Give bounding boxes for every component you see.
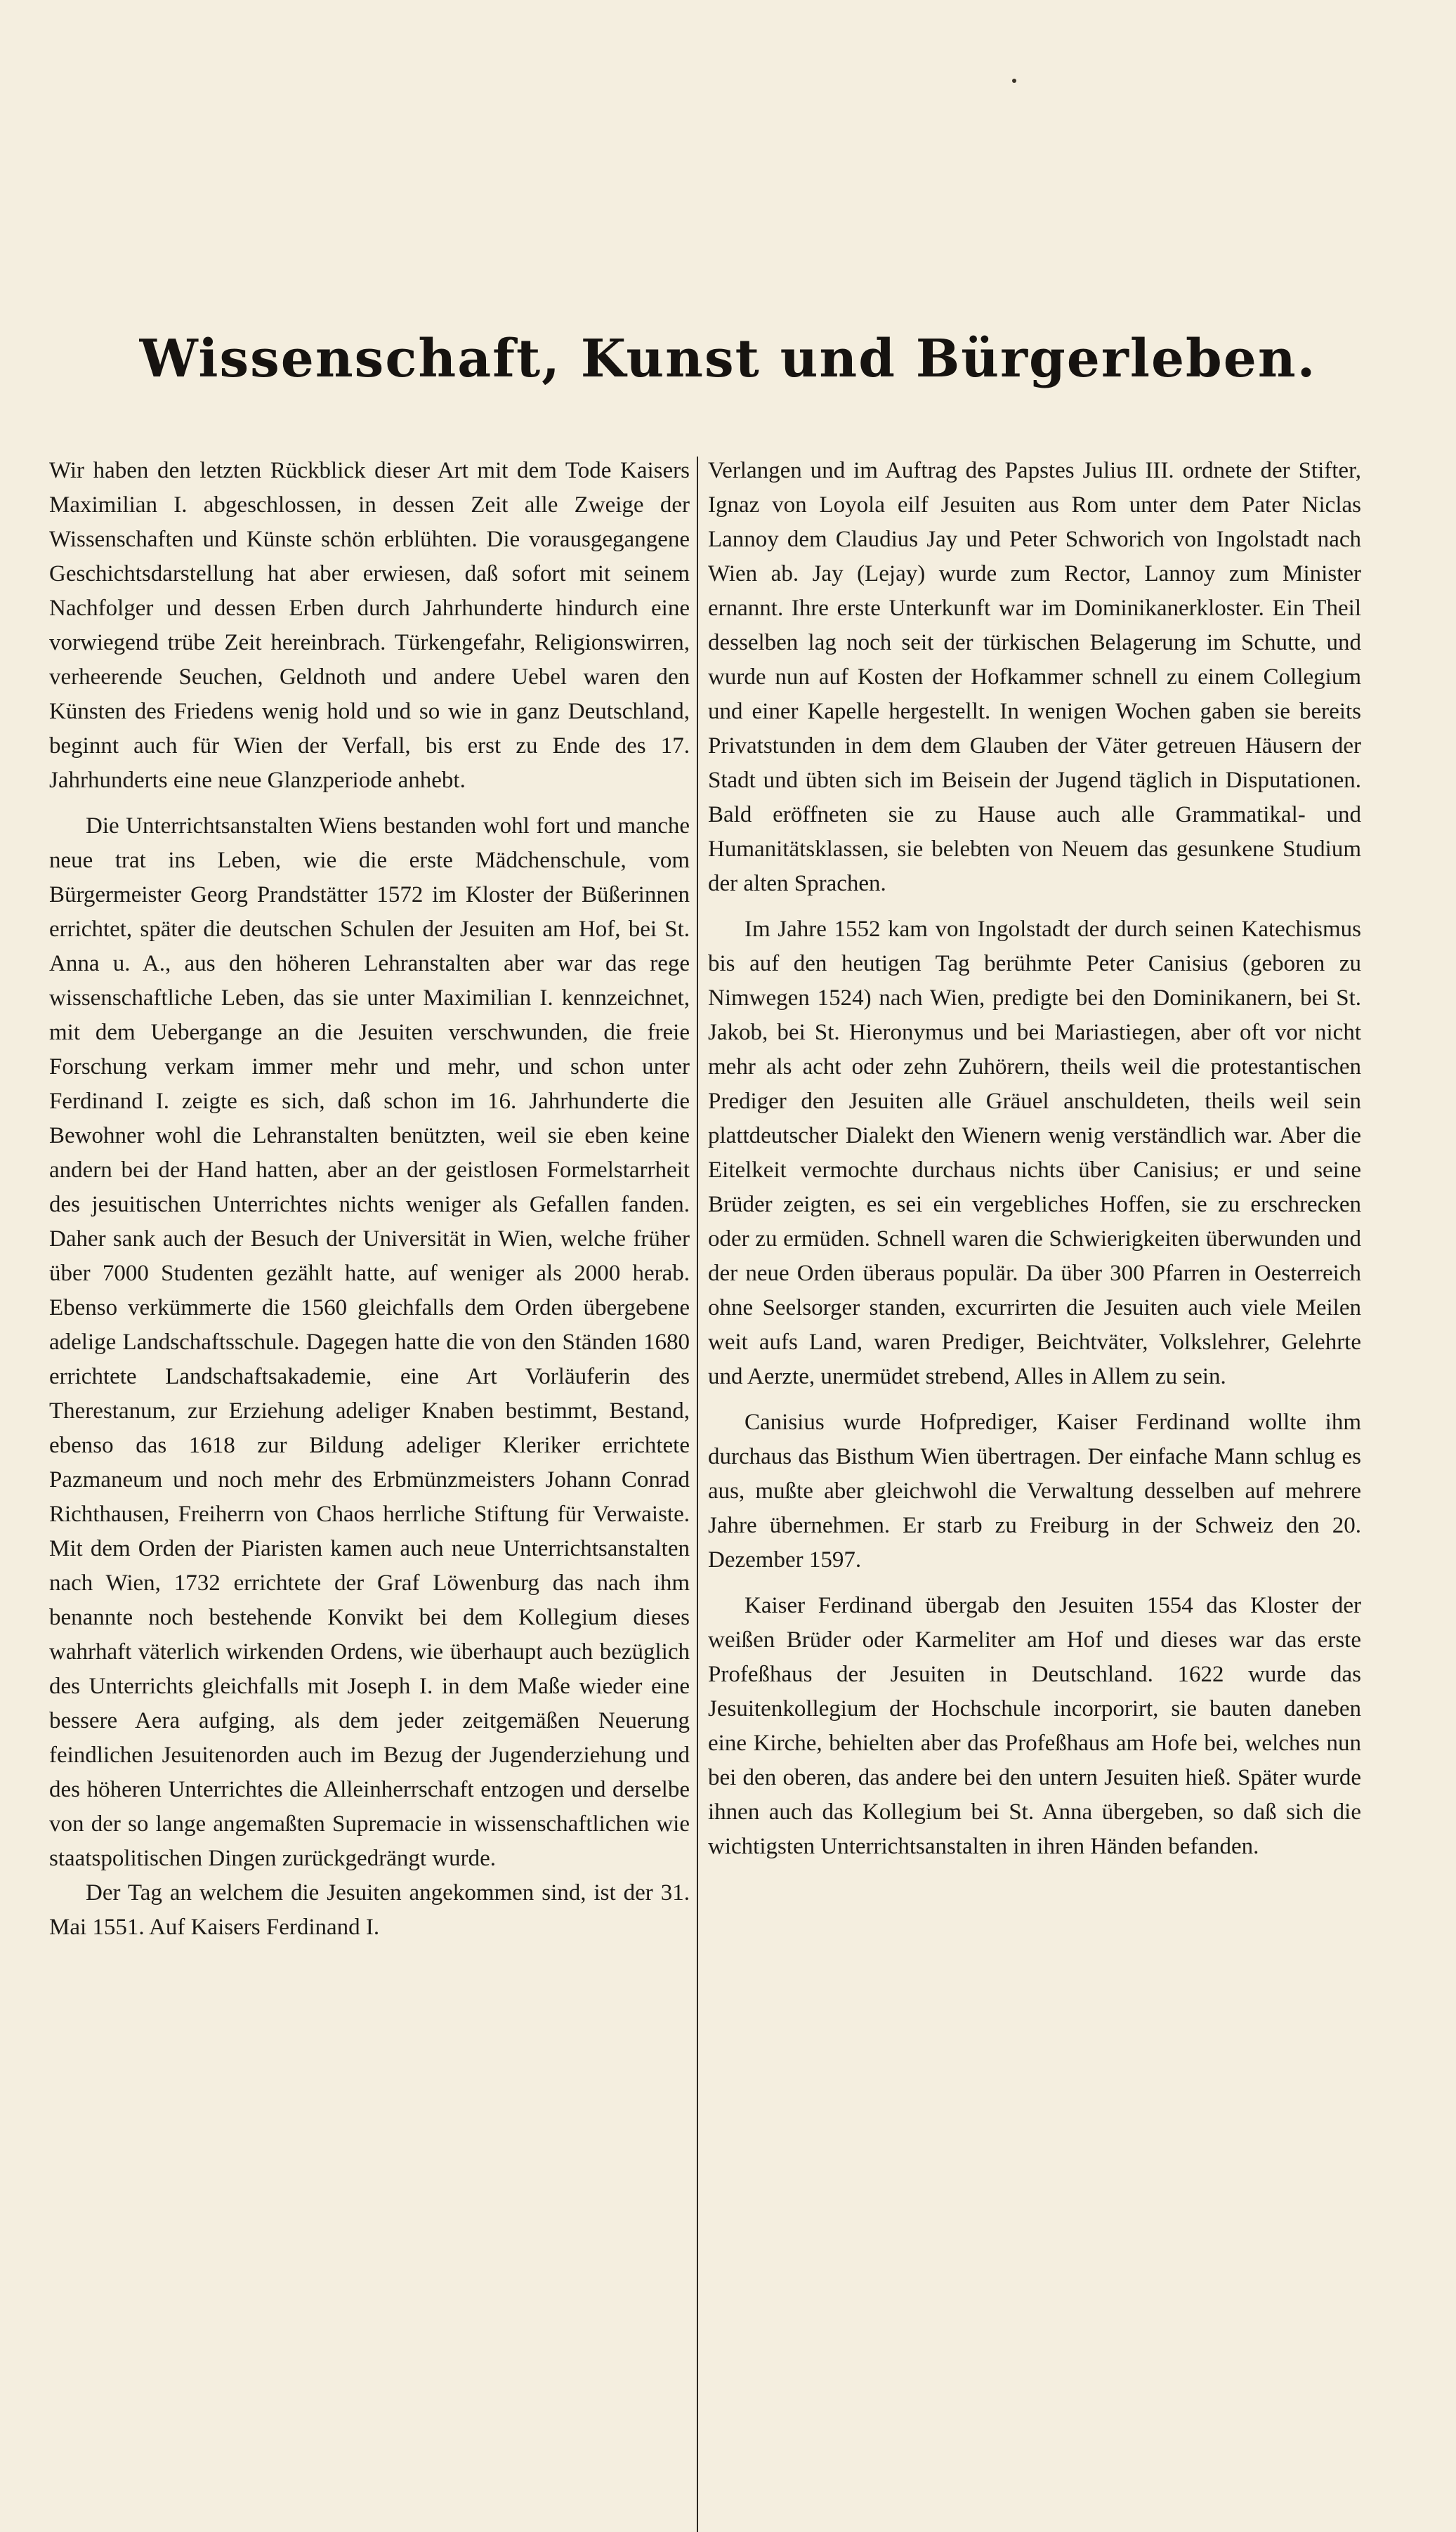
paragraph: Kaiser Ferdinand übergab den Jesuiten 1554 das Kloster der weißen Brüder oder Karmeliter am Hof und dieses war das erste Profeßhaus der Jesuiten in Deutschland. 1622 wurde das Jesuitenkollegium der Hochschule incorporirt, sie bauten daneben eine Kirche, behielten aber das Profeßhaus am Hofe bei, welches nun bei den oberen, das andere bei den untern Jesuiten hieß. Später wurde ihnen auch das Kollegium bei St. Anna übergeben, so daß sich die wichtigsten Unterrichtsanstalten in ihren Händen befanden.: [708, 1593, 1361, 1859]
paragraph: Wir haben den letzten Rückblick dieser Art mit dem Tode Kaisers Maximilian I. abgeschlossen, in dessen Zeit alle Zweige der Wissenschaften und Künste schön erblühten. Die vorausgegangene Geschichtsdarstellung hat aber erwiesen, daß sofort mit seinem Nachfolger und dessen Erben durch Jahrhunderte hindurch eine vorwiegend trübe Zeit hereinbrach. Türkengefahr, Religionswirren, verheerende Seuchen, Geldnoth und andere Uebel waren den Künsten des Friedens wenig hold und so wie in ganz Deutschland, beginnt auch für Wien der Verfall, bis erst zu Ende des 17. Jahrhunderts eine neue Glanzperiode anhebt.: [49, 458, 690, 793]
right-column: [708, 454, 1361, 1864]
paragraph: Canisius wurde Hofprediger, Kaiser Ferdinand wollte ihm durchaus das Bisthum Wien übertragen. Der einfache Mann schlug es aus, mußte aber gleichwohl die Verwaltung desselben auf mehrere Jahre übernehmen. Er starb zu Freiburg in der Schweiz den 20. Dezember 1597.: [708, 1410, 1361, 1573]
page-heading: Wissenschaft, Kunst und Bürgerleben.: [139, 329, 1317, 389]
paragraph: Die Unterrichtsanstalten Wiens bestanden wohl fort und manche neue trat ins Leben, wie die erste Mädchenschule, vom Bürgermeister Georg Prandstätter 1572 im Kloster der Büßerinnen errichtet, später die deutschen Schulen der Jesuiten am Hof, bei St. Anna u. A., aus den höheren Lehranstalten aber war das rege wissenschaftliche Leben, das sie unter Maximilian I. kennzeichnet, mit dem Uebergange an die Jesuiten verschwunden, die freie Forschung verkam immer mehr und mehr, und schon unter Ferdinand I. zeigte es sich, daß schon im 16. Jahrhunderte die Bewohner wohl die Lehranstalten benützten, weil sie eben keine andern bei der Hand hatten, aber an der geistlosen Formelstarrheit des jesuitischen Unterrichtes nichts weniger als Gefallen fanden. Daher sank auch der Besuch der Universität in Wien, welche früher über 7000 Studenten gezählt hatte, auf weniger als 2000 herab. Ebenso verkümmerte die 1560 gleichfalls dem Orden übergebene adelige Landschaftsschule. Dagegen hatte die von den Ständen 1680 errichtete Landschaftsakademie, eine Art Vorläuferin des Therestanum, zur Erziehung adeliger Knaben bestimmt, Bestand, ebenso das 1618 zur Bildung adeliger Kleriker errichtete Pazmaneum und noch mehr des Erbmünzmeisters Johann Conrad Richthausen, Freiherrn von Chaos herrliche Stiftung für Verwaiste. Mit dem Orden der Piaristen kamen auch neue Unterrichtsanstalten nach Wien, 1732 errichtete der Graf Löwenburg das nach ihm benannte noch bestehende Konvikt bei dem Kollegium dieses wahrhaft väterlich wirkenden Ordens, wie überhaupt auch bezüglich des Unterrichts gleichfalls mit Joseph I. in dem Maße wieder eine bessere Aera aufging, als dem jeder zeitgemäßen Neuerung feindlichen Jesuitenorden auch im Bezug der Jugenderziehung und des höheren Unterrichtes die Alleinherrschaft entzogen und derselbe von der so lange angemaßten Supremacie in wissenschaftlichen wie staatspolitischen Dingen zurückgedrängt wurde.: [49, 813, 690, 1871]
ink-speck: [1012, 79, 1016, 83]
column-divider: [697, 457, 698, 2532]
paragraph: Verlangen und im Auftrag des Papstes Julius III. ordnete der Stifter, Ignaz von Loyola eilf Jesuiten aus Rom unter dem Pater Niclas Lannoy dem Claudius Jay und Peter Schworich von Ingolstadt nach Wien ab. Jay (Lejay) wurde zum Rector, Lannoy zum Minister ernannt. Ihre erste Unterkunft war im Dominikanerkloster. Ein Theil desselben lag noch seit der türkischen Belagerung im Schutte, und wurde nun auf Kosten der Hofkammer schnell zu einem Collegium und einer Kapelle hergestellt. In wenigen Wochen gaben sie bereits Privatstunden in dem dem Glauben der Väter getreuen Häusern der Stadt und übten sich im Beisein der Jugend täglich in Disputationen. Bald eröffneten sie zu Hause auch alle Grammatikal- und Humanitätsklassen, sie belebten von Neuem das gesunkene Studium der alten Sprachen.: [708, 458, 1361, 896]
paragraph: Im Jahre 1552 kam von Ingolstadt der durch seinen Katechismus bis auf den heutigen Tag berühmte Peter Canisius (geboren zu Nimwegen 1524) nach Wien, predigte bei den Dominikanern, bei St. Jakob, bei St. Hieronymus und bei Mariastiegen, aber oft vor nicht mehr als acht oder zehn Zuhörern, theils weil die protestantischen Prediger den Jesuiten alle Gräuel anschuldeten, theils weil sein plattdeutscher Dialekt den Wienern wenig verständlich war. Aber die Eitelkeit vermochte durchaus nichts über Canisius; er und seine Brüder zeigten, es sei ein vergebliches Hoffen, sie zu erschrecken oder zu ermüden. Schnell waren die Schwierigkeiten überwunden und der neue Orden überaus populär. Da über 300 Pfarren in Oesterreich ohne Seelsorger standen, excurrirten die Jesuiten auch viele Meilen weit aufs Land, waren Prediger, Beichtväter, Volkslehrer, Gelehrte und Aerzte, unermüdet strebend, Alles in Allem zu sein.: [708, 917, 1361, 1389]
left-column: [49, 454, 690, 1945]
paragraph: Der Tag an welchem die Jesuiten angekommen sind, ist der 31. Mai 1551. Auf Kaisers Ferdinand I.: [49, 1880, 690, 1940]
